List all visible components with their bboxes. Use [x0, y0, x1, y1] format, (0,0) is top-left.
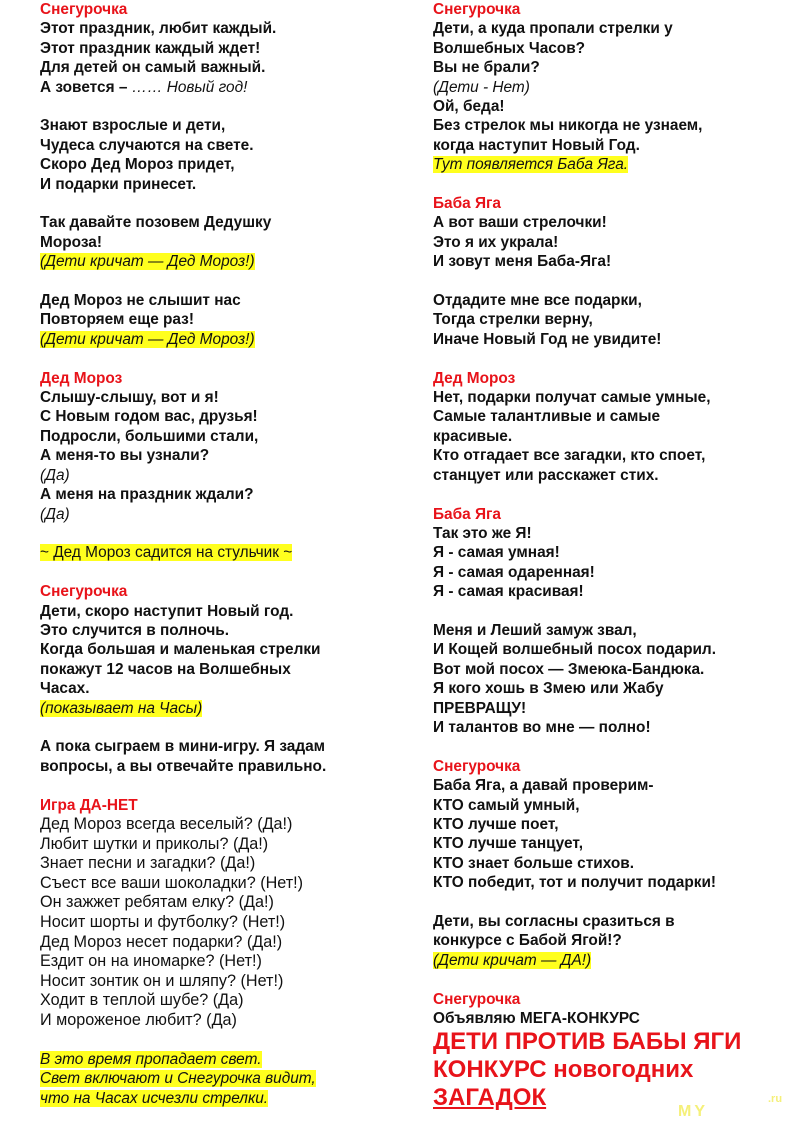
stage-direction: (Дети кричат — Дед Мороз!) — [40, 330, 255, 348]
verse-line: Дети, а куда пропали стрелки у — [433, 20, 673, 38]
verse-line: Я - самая красивая! — [433, 583, 584, 601]
verse-line: А пока сыграем в мини-игру. Я задам — [40, 738, 326, 756]
speaker-snegurochka: Снегурочка — [433, 1, 521, 18]
verse-line: Иначе Новый Год не увидите! — [433, 330, 662, 348]
stage-direction: (Дети кричат — ДА!) — [433, 951, 592, 969]
speaker-snegurochka: Снегурочка — [433, 990, 521, 1008]
verse-line: Мороза! — [40, 233, 102, 251]
stage-direction: Тут появляется Баба Яга. — [433, 156, 629, 174]
verse-line: Для детей он самый важный. — [40, 59, 266, 77]
verse-line: когда наступит Новый Год. — [433, 136, 640, 154]
verse-line: конкурсе с Бабой Ягой!? — [433, 932, 622, 950]
game-question: Любит шутки и приколы? (Да!) — [40, 834, 269, 853]
game-question: Он зажжет ребятам елку? (Да!) — [40, 893, 274, 912]
verse-line: И подарки принесет. — [40, 175, 197, 193]
verse-line: Этот праздник, любит каждый. — [40, 20, 277, 38]
contest-title-line2a: КОНКУРС — [433, 1056, 554, 1084]
verse-line: Когда большая и маленькая стрелки — [40, 641, 321, 659]
verse-line: Так давайте позовем Дедушку — [40, 214, 272, 232]
game-title: Игра ДА-НЕТ — [40, 796, 138, 814]
verse-line: С Новым годом вас, друзья! — [40, 408, 258, 426]
verse-line: КТО знает больше стихов. — [433, 854, 635, 872]
right-column — [433, 0, 798, 1112]
contest-title-line3: ЗАГАДОК — [433, 1084, 547, 1112]
verse-line: Я кого хошь в Змею или Жабу — [433, 680, 664, 698]
speaker-baba-yaga: Баба Яга — [433, 195, 501, 213]
game-question: Дед Мороз несет подарки? (Да!) — [40, 932, 283, 951]
verse-line: Скоро Дед Мороз придет, — [40, 156, 235, 174]
verse-line: КТО лучше танцует, — [433, 835, 583, 853]
verse-line: Дети, вы согласны сразиться в — [433, 912, 675, 930]
watermark-logo: MY — [678, 1103, 708, 1120]
game-question: Ездит он на иномарке? (Нет!) — [40, 952, 262, 971]
verse-line: Дети, скоро наступит Новый год. — [40, 602, 294, 620]
stage-direction: ~ Дед Мороз садится на стульчик ~ — [40, 544, 293, 562]
verse-line: Часах. — [40, 680, 90, 698]
watermark-suffix: .ru — [768, 1093, 783, 1105]
verse-line: Этот праздник каждый ждет! — [40, 39, 261, 57]
speaker-ded-moroz: Дед Мороз — [40, 369, 123, 387]
game-question: Носит шорты и футболку? (Нет!) — [40, 912, 286, 931]
answer-italic: (Да) — [40, 505, 70, 523]
speaker-snegurochka: Снегурочка — [40, 1, 128, 18]
contest-title-line1: ДЕТИ ПРОТИВ БАБЫ ЯГИ — [433, 1028, 742, 1056]
verse-line: Без стрелок мы никогда не узнаем, — [433, 117, 703, 135]
verse-line: Я - самая умная! — [433, 544, 560, 562]
left-column — [40, 0, 410, 1108]
verse-line: красивые. — [433, 427, 513, 445]
verse-line: Я - самая одаренная! — [433, 563, 595, 581]
verse-line: А меня-то вы узнали? — [40, 447, 210, 465]
verse-line: Нет, подарки получат самые умные, — [433, 389, 711, 407]
stage-direction: В это время пропадает свет. — [40, 1050, 262, 1068]
verse-line: КТО самый умный, — [433, 796, 580, 814]
contest-title-line2b: новогодних — [553, 1056, 694, 1084]
verse-line: КТО победит, тот и получит подарки! — [433, 874, 717, 892]
verse-line: Так это же Я! — [433, 524, 532, 542]
verse-line: Самые талантливые и самые — [433, 408, 661, 426]
verse-line: ПРЕВРАЩУ! — [433, 699, 527, 717]
stage-direction: Свет включают и Снегурочка видит, — [40, 1070, 316, 1088]
stage-direction: что на Часах исчезли стрелки. — [40, 1089, 269, 1107]
game-question: И мороженое любит? (Да) — [40, 1010, 237, 1029]
verse-line: Вот мой посох — Змеюка-Бандюка. — [433, 660, 705, 678]
verse-line: Чудеса случаются на свете. — [40, 136, 254, 154]
verse-line: Подросли, большими стали, — [40, 427, 259, 445]
verse-line: Тогда стрелки верну, — [433, 311, 593, 329]
stage-direction: (показывает на Часы) — [40, 699, 203, 717]
verse-line: А меня на праздник ждали? — [40, 486, 254, 504]
speaker-ded-moroz: Дед Мороз — [433, 369, 516, 387]
verse-line: Кто отгадает все загадки, кто споет, — [433, 447, 706, 465]
announcement-line: Объявляю МЕГА-КОНКУРС — [433, 1010, 640, 1027]
verse-line: Слышу-слышу, вот и я! — [40, 389, 219, 407]
verse-line: КТО лучше поет, — [433, 815, 559, 833]
verse-line: Это я их украла! — [433, 233, 559, 251]
verse-line: А зовется – — [40, 78, 132, 96]
verse-line: Вы не брали? — [433, 59, 540, 77]
verse-line: Дед Мороз не слышит нас — [40, 292, 241, 310]
verse-line: вопросы, а вы отвечайте правильно. — [40, 757, 327, 775]
speaker-baba-yaga: Баба Яга — [433, 505, 501, 523]
speaker-snegurochka: Снегурочка — [433, 757, 521, 775]
game-question: Знает песни и загадки? (Да!) — [40, 854, 256, 873]
verse-line: И зовут меня Баба-Яга! — [433, 253, 612, 271]
answer-italic: …… Новый год! — [131, 78, 248, 96]
verse-line: И Кощей волшебный посох подарил. — [433, 641, 716, 659]
verse-line: станцует или расскажет стих. — [433, 466, 659, 484]
verse-line: Волшебных Часов? — [433, 39, 586, 57]
verse-line: Меня и Леший замуж звал, — [433, 621, 637, 639]
verse-line: А вот ваши стрелочки! — [433, 214, 607, 232]
game-question: Дед Мороз всегда веселый? (Да!) — [40, 814, 293, 833]
game-question: Носит зонтик он и шляпу? (Нет!) — [40, 971, 284, 990]
verse-line: Повторяем еще раз! — [40, 311, 194, 329]
answer-italic: (Дети - Нет) — [433, 78, 530, 96]
stage-direction: (Дети кричат — Дед Мороз!) — [40, 253, 255, 271]
verse-line: Отдадите мне все подарки, — [433, 292, 642, 310]
verse-line: покажут 12 часов на Волшебных — [40, 660, 291, 678]
answer-italic: (Да) — [40, 466, 70, 484]
verse-line: Баба Яга, а давай проверим- — [433, 777, 654, 795]
verse-line: Ой, беда! — [433, 98, 505, 116]
speaker-snegurochka: Снегурочка — [40, 583, 128, 601]
intro-block — [40, 0, 410, 1108]
game-question: Ходит в теплой шубе? (Да) — [40, 991, 244, 1010]
verse-line: Это случится в полночь. — [40, 621, 230, 639]
verse-line: И талантов во мне — полно! — [433, 718, 651, 736]
verse-line: Знают взрослые и дети, — [40, 117, 226, 135]
game-question: Съест все ваши шоколадки? (Нет!) — [40, 873, 304, 892]
